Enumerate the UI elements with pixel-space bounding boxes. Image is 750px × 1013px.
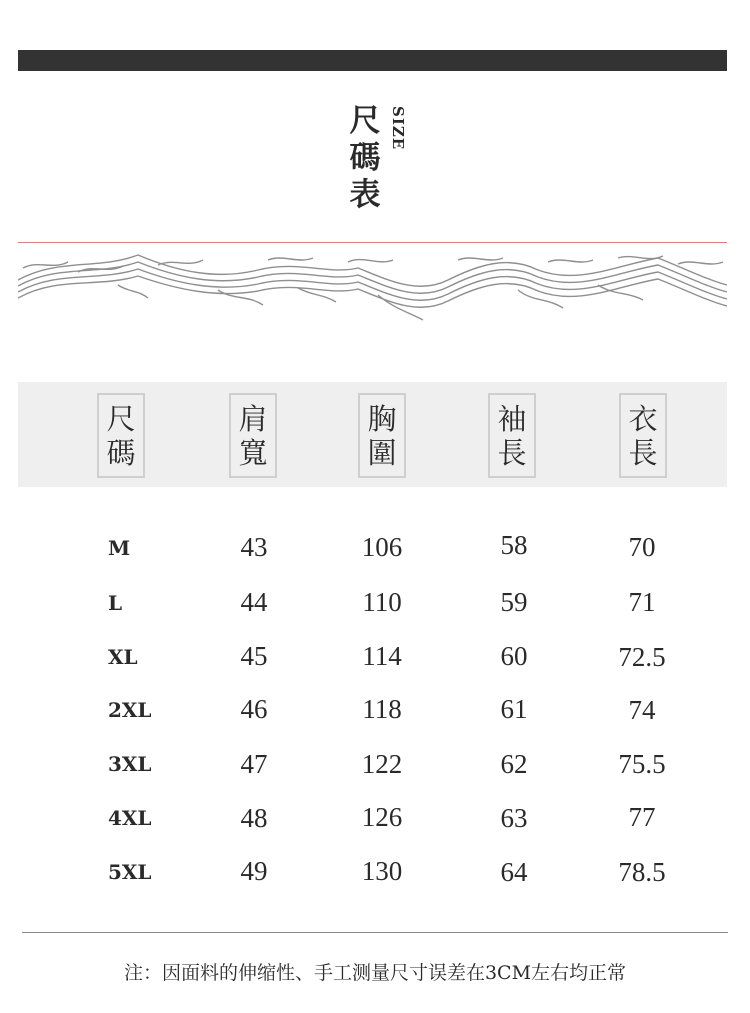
header-sleeve [488,393,536,478]
shoulder-value: 48 [240,803,268,833]
chest-value: 110 [362,587,402,617]
header-sleeve-char-1: 袖 [497,401,527,436]
size-label: 4XL [108,806,152,830]
header-size [97,393,145,478]
chest-value: 130 [361,856,403,886]
length-value: 71 [628,587,656,617]
size-label: 2XL [108,698,152,722]
length-value: 70 [628,532,656,562]
shoulder-value: 46 [240,694,268,724]
bottom-divider [22,932,728,933]
header-shoulder-char-2: 寬 [238,435,268,470]
header-shoulder-char-1: 肩 [238,401,268,436]
sleeve-value: 61 [500,694,528,724]
shoulder-value: 44 [240,587,268,617]
header-shoulder [229,393,277,478]
size-label: XL [108,645,138,669]
header-sleeve-char-2: 長 [497,435,527,470]
title-char-2: 碼 [349,140,381,176]
shoulder-value: 49 [240,856,268,886]
shoulder-value: 45 [240,641,268,671]
length-value: 77 [628,802,656,832]
page-title [345,103,385,214]
title-char-1: 尺 [349,103,381,139]
chest-value: 106 [361,532,403,562]
shoulder-value: 43 [240,532,268,562]
size-label: 5XL [108,860,152,884]
size-label: L [108,591,123,615]
size-label: 3XL [108,752,152,776]
length-value: 75.5 [618,749,666,779]
header-length [619,393,667,478]
size-label: M [108,536,131,560]
header-size-char-2: 碼 [106,435,136,470]
footnote: 注：因面料的伸缩性、手工测量尺寸误差在3CM左右均正常 [123,962,627,984]
header-size-char-1: 尺 [106,401,136,436]
chest-value: 114 [362,641,402,671]
header-length-char-1: 衣 [628,401,658,436]
length-value: 72.5 [618,642,666,672]
sleeve-value: 63 [500,803,528,833]
header-chest-char-2: 圍 [367,435,397,470]
top-dark-bar [18,50,727,71]
sleeve-value: 58 [500,530,528,560]
sleeve-value: 59 [500,587,528,617]
header-chest [358,393,406,478]
chest-value: 126 [361,802,403,832]
title-char-3: 表 [349,177,381,213]
sleeve-value: 60 [500,641,528,671]
shoulder-value: 47 [240,749,268,779]
red-divider [18,242,727,243]
title-english: SIZE [389,106,407,151]
mountain-decoration [18,250,727,335]
length-value: 74 [628,695,656,725]
header-length-char-2: 長 [628,435,658,470]
chest-value: 122 [361,749,403,779]
length-value: 78.5 [618,857,666,887]
header-chest-char-1: 胸 [367,401,397,436]
sleeve-value: 62 [500,749,528,779]
chest-value: 118 [362,694,402,724]
sleeve-value: 64 [500,857,528,887]
